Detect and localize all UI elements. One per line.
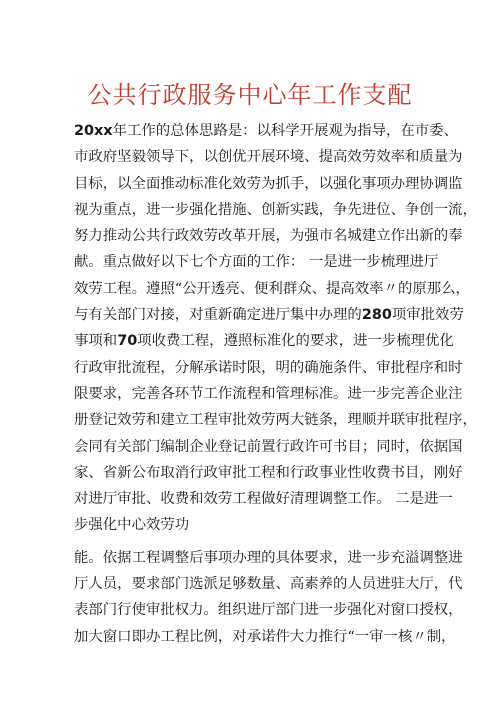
text-line: 市政府坚毅领导下，以创优开展环境、提高效劳效率和质量为 (74, 149, 463, 166)
text-line: 与有关部门对接，对重新确定进厅集中办理的280项审批效劳 (74, 307, 464, 324)
text-line: 步强化中心效劳功 (74, 517, 190, 534)
text-line: 视为重点，进一步强化措施、创新实践，争先进位、争创一流， (74, 201, 477, 218)
text-line: 事项和70项收费工程，遵照标准化的要求，进一步梳理优化 (74, 333, 454, 350)
text-line: 家、省新公布取消行政审批工程和行政事业性收费书目，刚好 (74, 464, 463, 481)
document-title: 公共行政服务中心年工作支配 (87, 81, 413, 109)
text-line: 能。依据工程调整后事项办理的具体要求，进一步充溢调整进 (74, 549, 463, 566)
text-line: 努力推动公共行政效劳改革开展，为强市名城建立作出新的奉 (74, 228, 463, 245)
text-line: 加大窗口即办工程比例，对承诺件大力推行“一审一核〃制， (74, 628, 456, 645)
text-line: 20xx年工作的总体思路是：以科学开展观为指导，在市委、 (74, 123, 458, 139)
text-line: 限要求，完善各环节工作流程和管理标准。进一步完善企业注 (74, 385, 463, 402)
text-line: 献。重点做好以下七个方面的工作： 一是进一步梳理进厅 (74, 254, 439, 271)
text-line: 表部门行使审批权力。组织进厅部门进一步强化对窗口授权， (74, 602, 463, 619)
document-body (74, 118, 477, 650)
text-line: 目标，以全面推动标准化效劳为抓手，以强化事项办理协调监 (74, 175, 463, 192)
text-line: 效劳工程。遵照“公开透亮、便利群众、提高效率〃的原那么， (74, 280, 470, 297)
text-line: 册登记效劳和建立工程审批效劳两大链条，理顺并联审批程序， (74, 412, 477, 429)
text-line: 会同有关部门编制企业登记前置行政许可书目；同时，依据国 (74, 438, 463, 455)
text-line: 对进厅审批、收费和效劳工程做好清理调整工作。 二是进一 (74, 491, 453, 508)
text-line: 厅人员，要求部门选派足够数量、高素养的人员进驻大厅，代 (74, 576, 463, 593)
text-line: 行政审批流程，分解承诺时限，明的确施条件、审批程序和时 (74, 359, 463, 376)
